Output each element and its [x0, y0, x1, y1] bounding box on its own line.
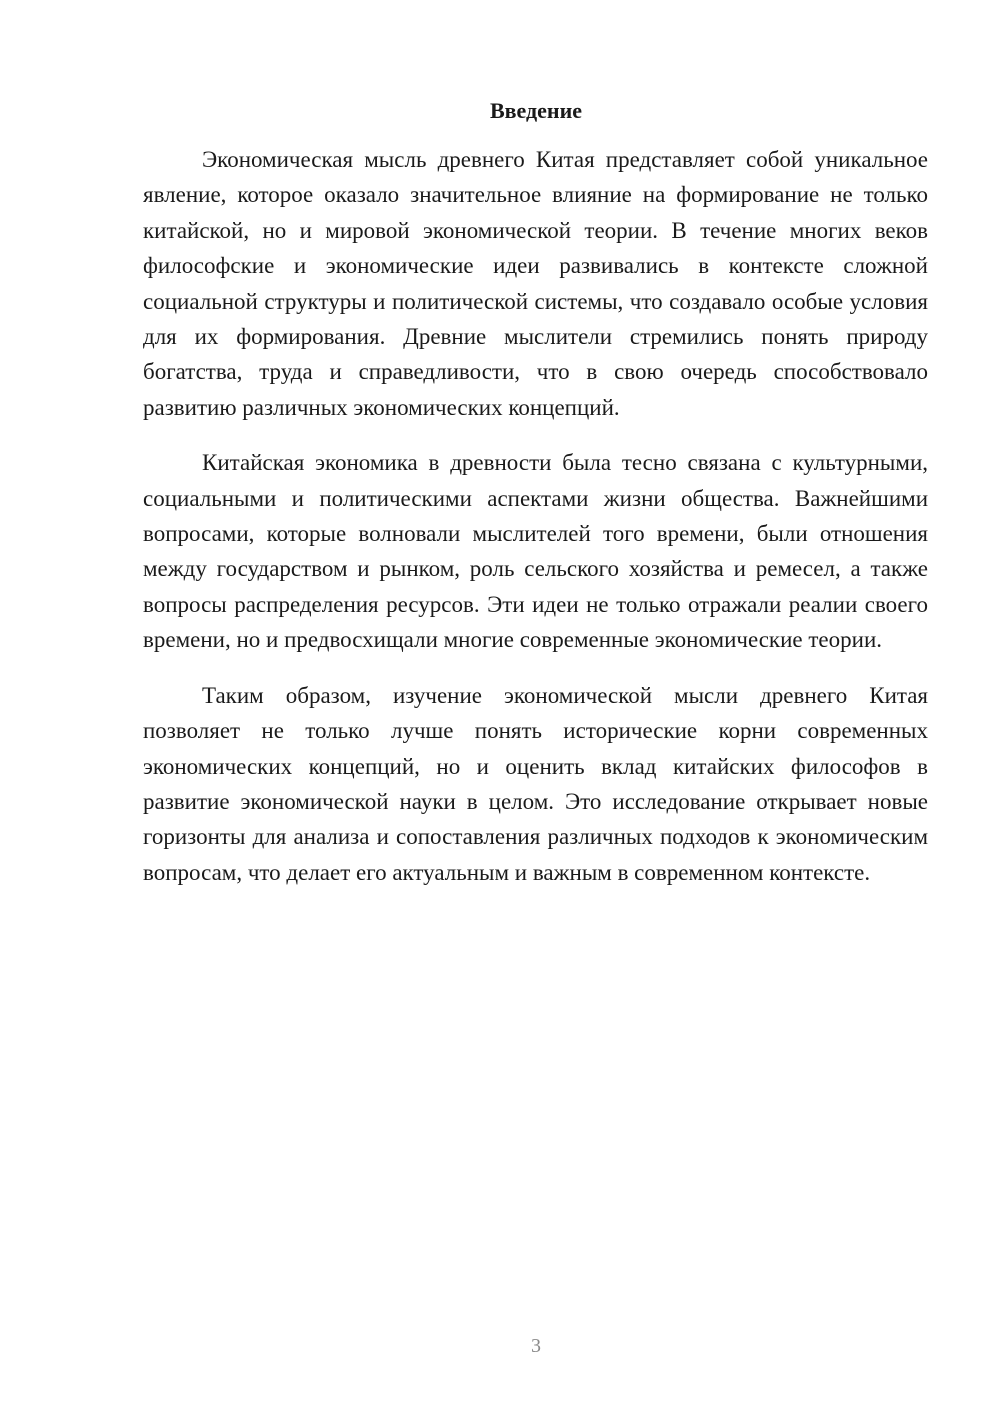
body-text	[143, 142, 928, 910]
section-heading: Введение	[489, 98, 583, 123]
paragraph-3: Таким образом, изучение экономической мысли древнего Китая позволяет не только лучше понять исторические корни современных экономических концепций, но и оценить вклад китайских философов в развитие экономической науки в целом. Это исследование открывает новые горизонты для анализа и сопоставления различных подходов к экономическим вопросам, что делает его актуальным и важным в современном контексте.	[143, 682, 928, 885]
paragraph-2: Китайская экономика в древности была тесно связана с культурными, социальными и политическими аспектами жизни общества. Важнейшими вопросами, которые волновали мыслителей того времени, были отношения между государством и рынком, роль сельского хозяйства и ремесел, а также вопросы распределения ресурсов. Эти идеи не только отражали реалии своего времени, но и предвосхищали многие современные экономические теории.	[143, 450, 928, 653]
paragraph-1: Экономическая мысль древнего Китая представляет собой уникальное явление, которое оказало значительное влияние на формирование не только китайской, но и мировой экономической теории. В течение многих веков философские и экономические идеи развивались в контексте сложной социальной структуры и политической системы, что создавало особые условия для их формирования. Древние мыслители стремились понять природу богатства, труда и справедливости, что в свою очередь способствовало развитию различных экономических концепций.	[143, 147, 928, 420]
page-number: 3	[531, 1335, 541, 1357]
